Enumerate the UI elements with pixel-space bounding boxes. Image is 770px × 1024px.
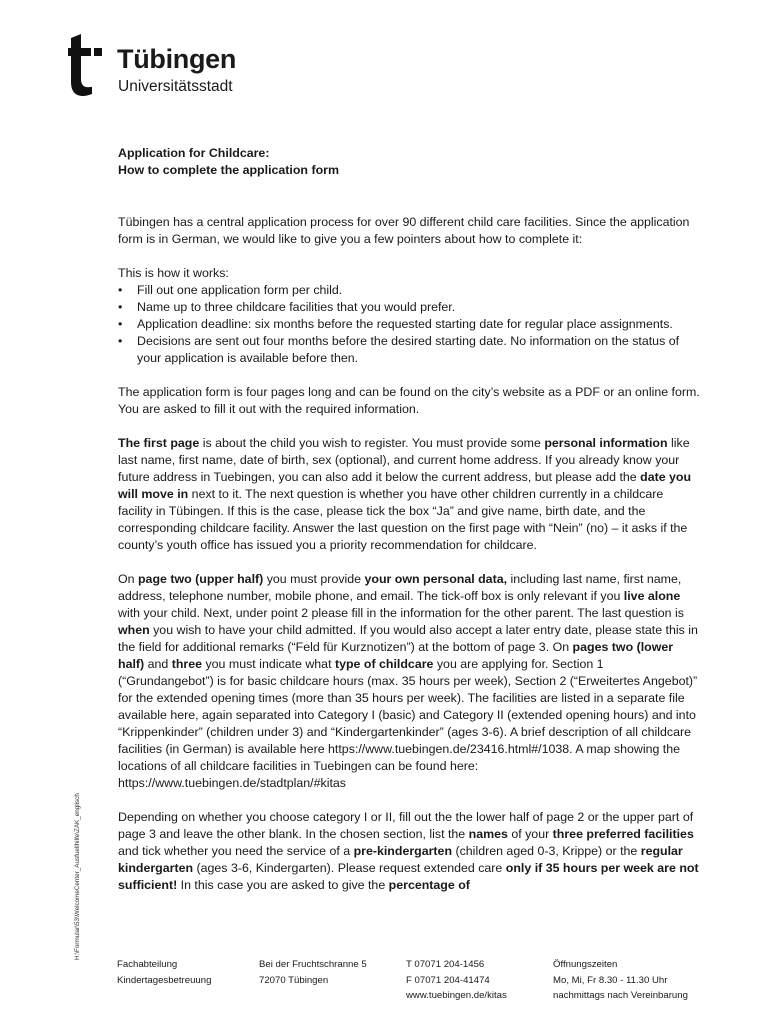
- bold-text: regular kindergarten: [118, 844, 683, 875]
- bold-text: three: [171, 657, 203, 671]
- footer-line: Öffnungszeiten: [553, 959, 618, 970]
- how-it-works-label: This is how it works:: [118, 266, 229, 280]
- footer-website-link[interactable]: www.tuebingen.de/kitas: [406, 990, 507, 1001]
- logo-subtitle: Universitätsstadt: [118, 78, 233, 95]
- footer-line: Kindertagesbetreuung: [117, 974, 212, 986]
- bold-text: your own personal data,: [364, 572, 508, 586]
- bold-text: percentage of: [388, 878, 470, 892]
- how-it-works-section: [118, 265, 700, 367]
- paragraph-text: next to it. The next question is whether you have other children currently in a childcare facility in Tübingen. If this is the case, please tick the box “Ja” and give name, birth date, and the corresponding childcare facility. Answer the last question on the first page with “Nein” (no) – it asks if the county’s youth office has issued you a priority recommendation for childcare.: [118, 487, 688, 552]
- list-item: • Name up to three childcare facilities that you would prefer.: [118, 299, 700, 316]
- footer-address: [259, 957, 367, 988]
- bold-text: date you will move in: [118, 470, 692, 501]
- paragraph-text: you must provide: [263, 572, 365, 586]
- first-page-paragraph: [118, 435, 700, 554]
- list-item: • Decisions are sent out four months before the desired starting date. No information on the status of your application is available before then.: [118, 333, 700, 367]
- footer-fax: F 07071 204-41474: [406, 974, 490, 986]
- page-two-paragraph: [118, 571, 700, 792]
- bold-text: page two (upper half): [137, 572, 264, 586]
- how-it-works-list: [118, 282, 700, 367]
- paragraph-text: you are applying for. Section 1 (“Grundangebot”) is for basic childcare hours (max. 35 hours per week), Section 2 (“Erweitertes Angebot)” for the extended opening times (more than 35 hours per week). The facilities are listed in a separate file available here, again separated into Category I (basic) and Category II (extended opening hours) and into “Krippenkinder” (children under 3) and “Kindergartenkinder” (ages 3-6). A brief description of all childcare facilities (in German) is available here https://www.tuebingen.de/23416.html#/1038. A map showing the locations of all childcare facilities in Tuebingen can be found here: https://www.tuebingen.de/stadtplan/#kitas: [118, 657, 698, 790]
- paragraph-text: and tick whether you need the service of a: [118, 844, 354, 858]
- title-line-1: Application for Childcare:: [118, 146, 270, 160]
- title-line-2: How to complete the application form: [118, 163, 339, 177]
- bold-text: names: [468, 827, 508, 841]
- intro-paragraph: Tübingen has a central application process for over 90 different child care facilities. Since the application form is in German, we would like to give you a few pointers about how to complete it:: [118, 215, 690, 246]
- paragraph-text: (children aged 0-3, Krippe) or the: [452, 844, 641, 858]
- paragraph-text: you wish to have your child admitted. If you would also accept a later entry date, please state this in the field for additional remarks (“Feld für Kurznotizen”) at the bottom of page 3. On: [118, 623, 698, 654]
- document-title: [118, 145, 700, 179]
- paragraph-text: like last name, first name, date of birth, sex (optional), and current home address. If you already know your future address in Tuebingen, you can also add it below the current address, but please add the: [118, 436, 690, 484]
- paragraph-text: with your child. Next, under point 2 please fill in the information for the other parent. The last question is: [118, 606, 684, 620]
- paragraph-text: On: [118, 572, 138, 586]
- bold-text: when: [118, 623, 150, 637]
- tuebingen-t-logo-icon: [68, 34, 102, 96]
- paragraph-text: In this case you are asked to give the: [177, 878, 389, 892]
- paragraph-text: including last name, first name, address, telephone number, mobile phone, and email. The tick-off box is only relevant if you: [118, 572, 682, 603]
- bold-text: three preferred facilities: [552, 827, 694, 841]
- footer-line: Mo, Mi, Fr 8.30 - 11.30 Uhr: [553, 974, 668, 986]
- bold-text: personal information: [544, 436, 668, 450]
- footer-line: Bei der Fruchtschranne 5: [259, 959, 367, 970]
- document-body: [118, 145, 700, 894]
- city-logo: [68, 34, 268, 104]
- file-path-label: H:\Formular\53\WelcomeCenter_Ausfuellhilfe\ZAK_englisch: [74, 793, 81, 960]
- paragraph-text: and: [144, 657, 172, 671]
- bold-text: only if 35 hours per week are not sufficient!: [118, 861, 699, 892]
- footer-line: 72070 Tübingen: [259, 974, 329, 986]
- form-info-paragraph: The application form is four pages long and can be found on the city’s website as a PDF or an online form. You are asked to fill it out with the required information.: [118, 385, 700, 416]
- footer-contact: [406, 957, 507, 1004]
- footer-opening-hours: [553, 957, 688, 1004]
- category-paragraph: [118, 809, 700, 894]
- logo-city-name: Tübingen: [117, 44, 237, 74]
- list-item: • Fill out one application form per child.: [118, 282, 700, 299]
- paragraph-text: (ages 3-6, Kindergarten). Please request extended care: [193, 861, 506, 875]
- footer-department: [117, 957, 211, 988]
- paragraph-text: Depending on whether you choose category I or II, fill out the the lower half of page 2 or the upper part of page 3 and leave the other blank. In the chosen section, list the: [118, 810, 694, 841]
- footer-line: nachmittags nach Vereinbarung: [553, 990, 688, 1001]
- bold-text: pre-kindergarten: [353, 844, 453, 858]
- paragraph-text: you must indicate what: [202, 657, 335, 671]
- paragraph-text: of your: [507, 827, 553, 841]
- footer-line: Fachabteilung: [117, 959, 178, 970]
- paragraph-text: is about the child you wish to register. You must provide some: [199, 436, 545, 450]
- bold-text: type of childcare: [334, 657, 434, 671]
- bold-text: pages two (lower half): [118, 640, 674, 671]
- list-item: • Application deadline: six months before the requested starting date for regular place assignments.: [118, 316, 700, 333]
- footer-phone: T 07071 204-1456: [406, 959, 485, 970]
- bold-text: The first page: [118, 436, 200, 450]
- bold-text: live alone: [623, 589, 681, 603]
